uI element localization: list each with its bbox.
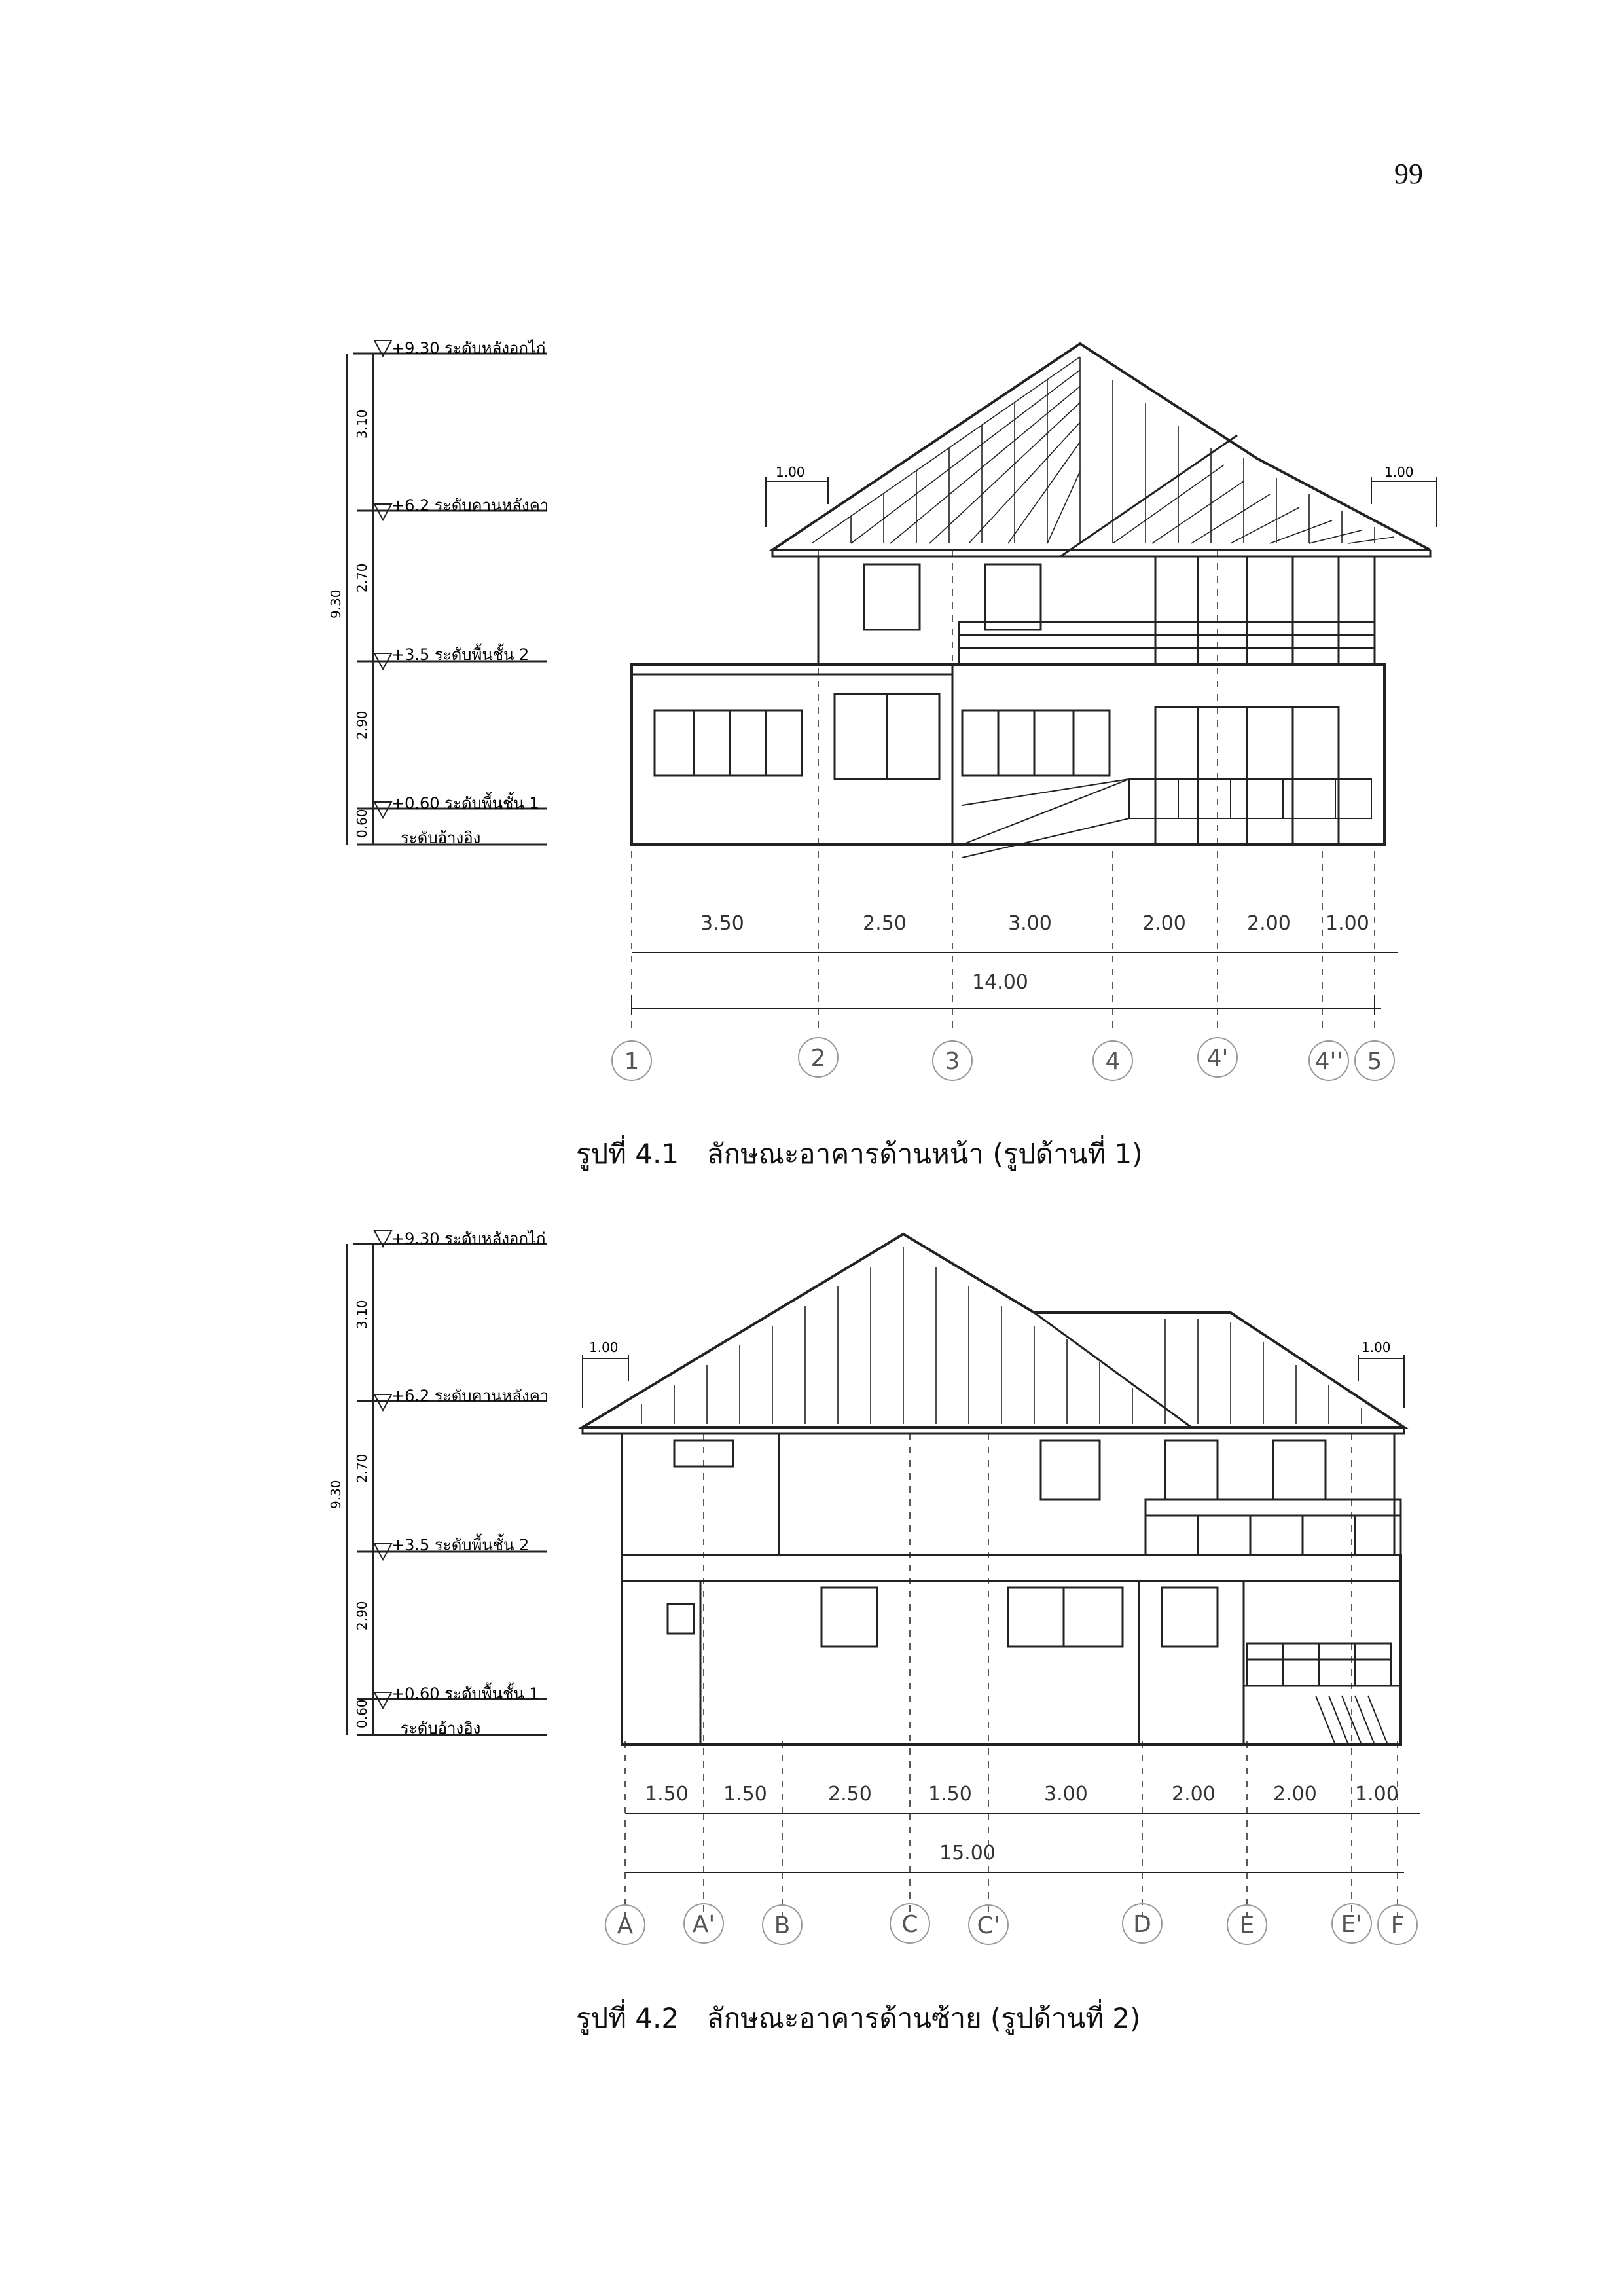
level-dimension: 2.70 (354, 563, 370, 592)
level-dimension: 3.10 (354, 1300, 370, 1329)
figure-title: ลักษณะอาคารด้านหน้า (รูปด้านที่ 1) (707, 1138, 1143, 1170)
level-label: +0.60 ระดับพื้นชั้น 1 (391, 1685, 539, 1703)
level-dimension: 0.60 (354, 1699, 370, 1728)
figure-title: ลักษณะอาคารด้านซ้าย (รูปด้านที่ 2) (707, 2002, 1141, 2034)
level-label: +3.5 ระดับพื้นชั้น 2 (391, 646, 530, 664)
overhang-dimension: 1.00 (589, 1339, 619, 1355)
span-dimension: 1.50 (645, 1783, 689, 1806)
span-dimension: 2.50 (828, 1783, 872, 1806)
span-dimension: 3.00 (1044, 1783, 1088, 1806)
level-label: +0.60 ระดับพื้นชั้น 1 (391, 794, 539, 812)
span-dimension: 2.00 (1142, 912, 1186, 935)
level-dimension: 2.70 (354, 1453, 370, 1483)
level-label: +6.2 ระดับคานหลังคา (391, 496, 549, 515)
span-dimension: 1.00 (1326, 912, 1369, 935)
level-dimension: 3.10 (354, 409, 370, 439)
span-dimension: 2.50 (863, 912, 907, 935)
total-height: 9.30 (328, 1480, 344, 1509)
overhang-dimension: 1.00 (776, 464, 805, 480)
span-dimension: 2.00 (1273, 1783, 1317, 1806)
left-elevation-drawing (0, 1198, 1624, 1984)
page-number: 99 (1394, 158, 1423, 190)
gridline-label: 1 (624, 1048, 640, 1075)
level-dimension: 2.90 (354, 710, 370, 740)
level-label: ระดับอ้างอิง (401, 829, 481, 847)
level-dimension: 0.60 (354, 809, 370, 838)
level-label: +3.5 ระดับพื้นชั้น 2 (391, 1536, 530, 1554)
level-label: ระดับอ้างอิง (401, 1719, 481, 1738)
figure-caption (576, 1997, 1140, 2040)
gridline-label: D (1133, 1911, 1151, 1938)
gridline-label: A' (692, 1911, 715, 1938)
overhang-dimension: 1.00 (1362, 1339, 1391, 1355)
span-dimension: 2.00 (1172, 1783, 1216, 1806)
gridline-label: 4'' (1314, 1048, 1343, 1075)
gridline-label: 5 (1367, 1048, 1382, 1075)
gridline-label: 3 (945, 1048, 960, 1075)
span-dimension: 1.50 (928, 1783, 972, 1806)
figure-caption (576, 1133, 1143, 1176)
span-dimension: 3.50 (700, 912, 744, 935)
overhang-dimension: 1.00 (1384, 464, 1414, 480)
gridline-label: B (774, 1912, 791, 1939)
gridline-label: 4 (1105, 1048, 1121, 1075)
figure-label: รูปที่ 4.1 (576, 1138, 679, 1170)
level-label: +9.30 ระดับหลังอกไก่ (391, 1230, 546, 1248)
front-elevation-drawing (0, 308, 1624, 1113)
gridline-label: 2 (810, 1045, 826, 1072)
level-label: +6.2 ระดับคานหลังคา (391, 1387, 549, 1405)
gridline-label: A (617, 1912, 634, 1939)
span-dimension: 2.00 (1247, 912, 1291, 935)
gridline-label: E (1239, 1912, 1255, 1939)
gridline-label: 4' (1206, 1045, 1229, 1072)
total-span: 14.00 (972, 971, 1028, 994)
figure-label: รูปที่ 4.2 (576, 2002, 679, 2034)
level-dimension: 2.90 (354, 1601, 370, 1630)
level-label: +9.30 ระดับหลังอกไก่ (391, 339, 546, 357)
gridline-label: F (1390, 1912, 1405, 1939)
gridline-label: C (901, 1911, 918, 1938)
total-height: 9.30 (328, 589, 344, 619)
span-dimension: 3.00 (1008, 912, 1052, 935)
total-span: 15.00 (939, 1842, 996, 1865)
span-dimension: 1.50 (723, 1783, 767, 1806)
span-dimension: 1.00 (1355, 1783, 1399, 1806)
gridline-label: E' (1341, 1911, 1363, 1938)
gridline-label: C' (977, 1912, 1000, 1939)
